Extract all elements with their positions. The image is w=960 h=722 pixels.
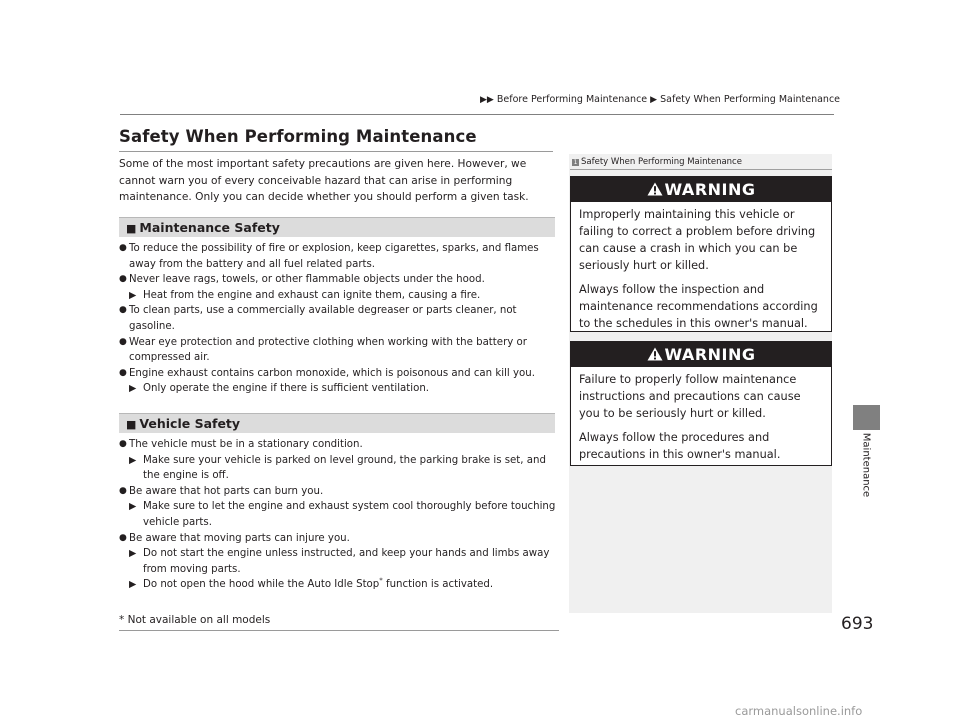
bullet-icon: ● — [119, 532, 127, 543]
warning-box-2 — [570, 341, 832, 466]
warning-box-1 — [570, 176, 832, 332]
warning-text: Always follow the inspection and maintenance recommendations according to the schedules in this owner's manual. — [579, 283, 818, 330]
sub-item — [129, 546, 559, 577]
warning-text: Improperly maintaining this vehicle or failing to correct a problem before driving can cause a crash in which you can be seriously hurt or killed. — [579, 208, 816, 272]
warning-text: Failure to properly follow maintenance instructions and precautions can cause you to be seriously hurt or killed. — [579, 373, 801, 420]
section-heading-maintenance-safety — [119, 217, 555, 237]
sub-item — [129, 288, 559, 304]
footnote: * Not available on all models — [119, 614, 271, 626]
arrow-right-icon: ▶ — [129, 289, 137, 301]
breadcrumb-item-before-maintenance: Before Performing Maintenance — [496, 94, 648, 105]
section-side-label: Maintenance — [860, 432, 872, 498]
section-heading-vehicle-safety — [119, 413, 555, 433]
bullet-text: Be aware that hot parts can burn you. — [129, 485, 324, 497]
bullet-text: To clean parts, use a commercially available degreaser or parts cleaner, not gasoline. — [129, 305, 517, 332]
bullet-text: Engine exhaust contains carbon monoxide, which is poisonous and can kill you. — [129, 367, 535, 379]
warning-header — [571, 342, 831, 367]
bullet-icon: ● — [119, 274, 127, 285]
bullet-text: Never leave rags, towels, or other flammable objects under the hood. — [129, 274, 485, 286]
list-item — [119, 335, 559, 366]
list-item — [119, 272, 559, 303]
bullet-icon: ● — [119, 439, 127, 449]
bullet-text: The vehicle must be in a stationary condition. — [129, 439, 363, 450]
breadcrumb-item-safety: Safety When Performing Maintenance — [660, 94, 841, 105]
footnote-marker: * — [379, 576, 383, 585]
side-reference-title — [572, 157, 742, 167]
section-heading-label: Vehicle Safety — [139, 416, 241, 431]
bullet-text: To reduce the possibility of fire or explosion, keep cigarettes, sparks, and flames away from the battery and all fuel related parts. — [129, 243, 539, 270]
warning-header — [571, 177, 831, 202]
header-divider — [120, 114, 834, 115]
list-item — [119, 484, 559, 531]
sub-item — [129, 381, 559, 397]
bullet-icon: ● — [119, 305, 127, 316]
maintenance-safety-list — [119, 241, 559, 397]
bullet-text: Be aware that moving parts can injure you. — [129, 532, 350, 544]
bullet-text: Wear eye protection and protective clothing when working with the battery or compressed air. — [129, 336, 527, 364]
sub-item-text: Only operate the engine if there is sufficient ventilation. — [143, 383, 430, 395]
sub-item — [129, 499, 559, 530]
list-item — [119, 437, 559, 484]
vehicle-safety-list — [119, 437, 559, 593]
arrow-right-icon: ▶ — [129, 454, 137, 466]
warning-label: WARNING — [664, 180, 756, 199]
arrow-right-icon: ▶ — [129, 501, 137, 513]
sub-item-text: Heat from the engine and exhaust can ignite them, causing a fire. — [143, 289, 481, 301]
warning-triangle-icon — [647, 182, 663, 196]
list-item — [119, 241, 559, 272]
sub-item-text: Do not open the hood while the Auto Idle Stop — [143, 579, 380, 591]
intro-paragraph: Some of the most important safety precautions are given here. However, we cannot warn you of every conceivable hazard that can arise in performing maintenance. Only you can decide whether you should perform a given task. — [119, 158, 529, 203]
sub-item-text: Do not start the engine unless instructed, and keep your hands and limbs away from moving parts. — [143, 548, 550, 575]
breadcrumb-arrow-icon: ▶ — [650, 95, 658, 105]
side-reference-divider — [570, 169, 832, 170]
bullet-icon: ● — [119, 336, 127, 347]
section-square-icon: ■ — [126, 418, 137, 431]
sub-item-text: function is activated. — [382, 579, 494, 591]
section-square-icon: ■ — [126, 222, 137, 235]
warning-text: Always follow the procedures and precautions in this owner's manual. — [579, 431, 781, 461]
sub-item — [129, 577, 559, 593]
bullet-icon: ● — [119, 485, 127, 496]
section-tab-marker — [853, 405, 880, 430]
warning-triangle-icon — [647, 347, 663, 361]
breadcrumb-arrow-icon: ▶▶ — [480, 95, 494, 105]
bullet-icon: ● — [119, 367, 127, 378]
arrow-right-icon: ▶ — [129, 548, 137, 560]
sub-item — [129, 453, 559, 484]
page-title: Safety When Performing Maintenance — [119, 127, 477, 146]
arrow-right-icon: ▶ — [129, 579, 137, 591]
watermark: carmanualsonline.info — [735, 704, 863, 718]
footnote-divider — [119, 630, 559, 631]
breadcrumb — [480, 94, 841, 105]
sub-item-text: Make sure to let the engine and exhaust system cool thoroughly before touching vehicle parts. — [143, 501, 556, 528]
side-reference-label: Safety When Performing Maintenance — [581, 157, 742, 167]
arrow-right-icon: ▶ — [129, 383, 137, 395]
list-item — [119, 531, 559, 593]
title-divider — [119, 151, 553, 152]
bullet-icon: ● — [119, 243, 127, 253]
page-number: 693 — [841, 614, 874, 634]
warning-label: WARNING — [664, 345, 756, 364]
reference-marker-icon: 1 — [573, 159, 578, 166]
list-item — [119, 366, 559, 397]
section-heading-label: Maintenance Safety — [139, 220, 280, 235]
sub-item-text: Make sure your vehicle is parked on level ground, the parking brake is set, and the engine is off. — [143, 454, 546, 482]
list-item — [119, 303, 559, 334]
